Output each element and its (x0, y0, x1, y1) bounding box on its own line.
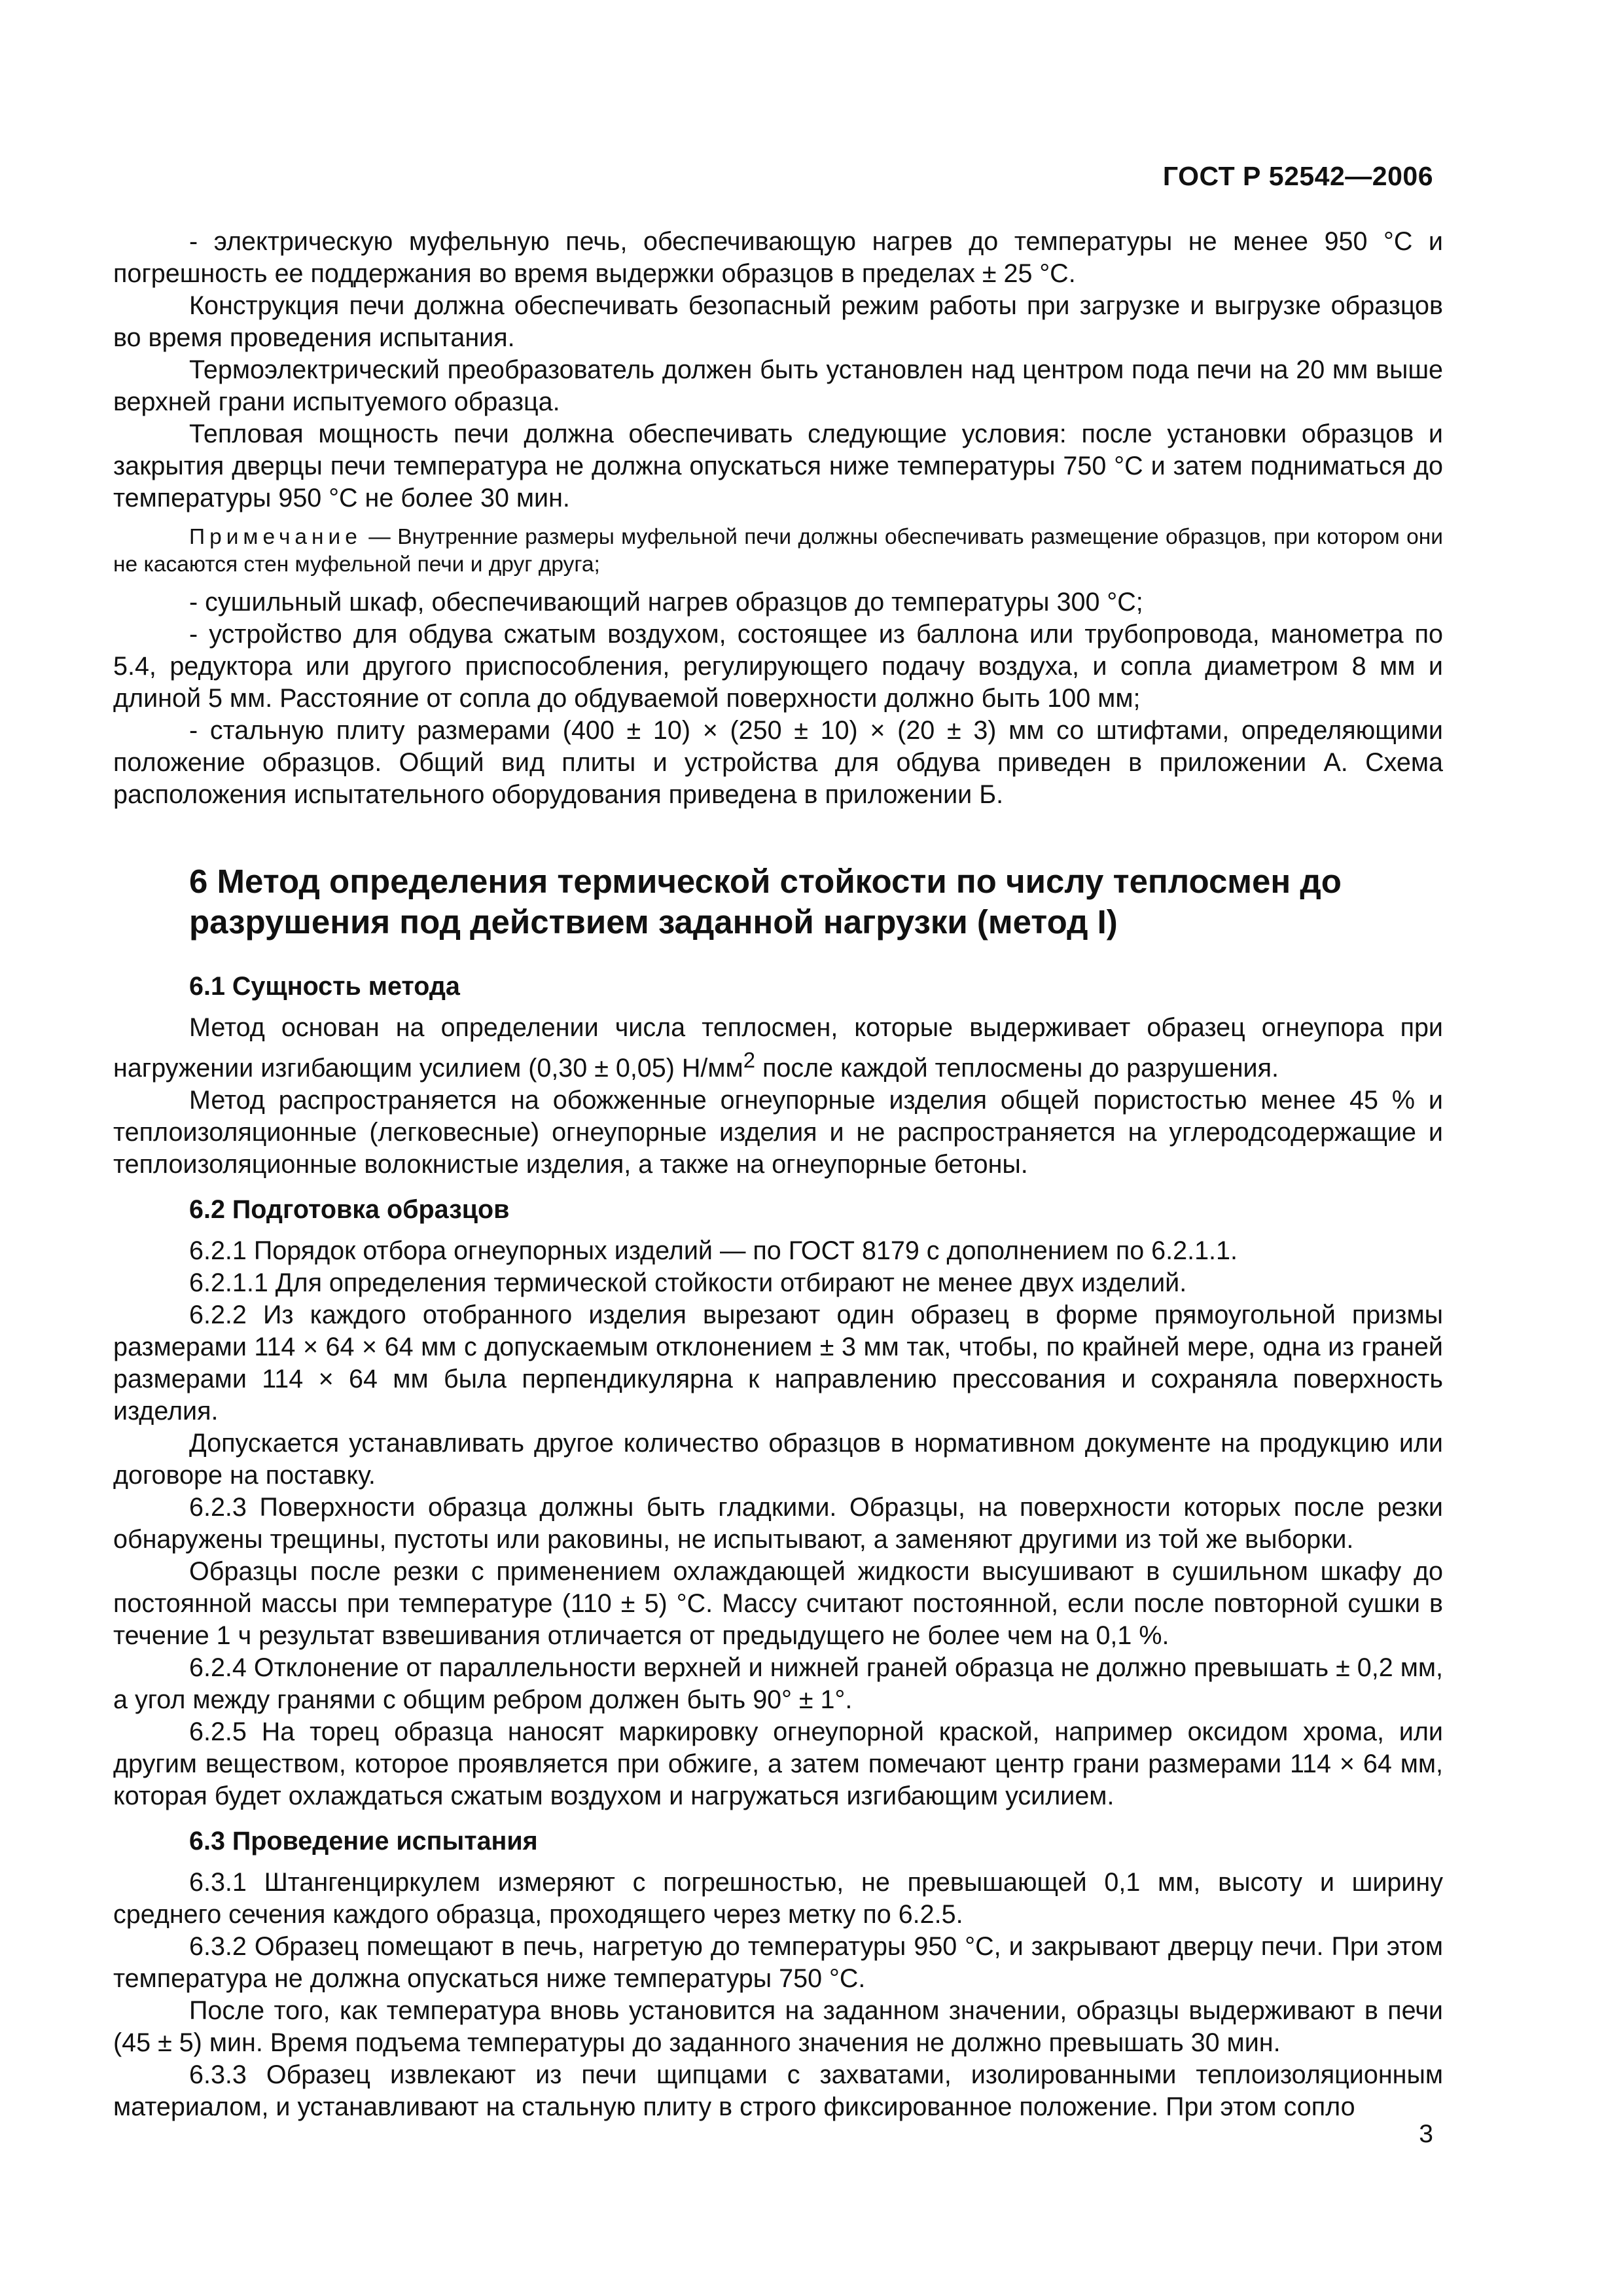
paragraph: 6.3.2 Образец помещают в печь, нагретую до температуры 950 °С, и закрывают дверцу печи. При этом температура не должна опускаться ниже температуры 750 °С. (113, 1932, 1443, 1994)
superscript: 2 (743, 1048, 755, 1072)
paragraph: Конструкция печи должна обеспечивать безопасный режим работы при загрузке и выгрузке образцов во время проведения испытания. (113, 291, 1443, 352)
paragraph: 6.2.4 Отклонение от параллельности верхней и нижней граней образца не должно превышать ± 0,2 мм, а угол между гранями с общим ребром должен быть 90° ± 1°. (113, 1653, 1443, 1715)
paragraph: 6.2.1.1 Для определения термической стойкости отбирают не менее двух изделий. (189, 1268, 1187, 1298)
paragraph: Тепловая мощность печи должна обеспечивать следующие условия: после установки образцов и закрытия дверцы печи температура не должна опускаться ниже температуры 750 °С и затем подниматься до температуры 950 °С не более 30 мин. (113, 420, 1443, 512)
note (113, 524, 1443, 579)
paragraph: 6.2.3 Поверхности образца должны быть гладкими. Образцы, на поверхности которых после резки обнаружены трещины, пустоты или раковины, не испытывают, а заменяют другими из той же выборки. (113, 1493, 1443, 1554)
document-header: ГОСТ Р 52542—2006 (1162, 161, 1433, 191)
paragraph: 6.2.2 Из каждого отобранного изделия вырезают один образец в форме прямоугольной призмы размерами 114 × 64 × 64 мм с допускаемым отклонением ± 3 мм так, чтобы, по крайней мере, одна из граней размерами 114 × 64 мм была перпендикулярна к направлению прессования и сохраняла поверхность изделия. (113, 1300, 1443, 1426)
paragraph: 6.3.3 Образец извлекают из печи щипцами с захватами, изолированными теплоизоляционным материалом, и устанавливают на стальную плиту в строго фиксированное положение. При этом сопло (113, 2060, 1443, 2122)
page-number: 3 (1419, 2120, 1433, 2148)
paragraph: - электрическую муфельную печь, обеспечивающую нагрев до температуры не менее 950 °С и погрешность ее поддержания во время выдержки образцов в пределах ± 25 °С. (113, 227, 1443, 288)
note-text: — Внутренние размеры муфельной печи должны обеспечивать размещение образцов, при котором они не касаются стен муфельной печи и друг друга; (113, 525, 1443, 577)
paragraph: Метод распространяется на обожженные огнеупорные изделия общей пористостью менее 45 % и теплоизоляционные (легковесные) огнеупорные изделия и не распространяется на углеродсодержащие и теплоизоляционные волокнистые изделия, а также на огнеупорные бетоны. (113, 1086, 1443, 1179)
subsection-heading: 6.3 Проведение испытания (189, 1827, 538, 1856)
paragraph: Образцы после резки с применением охлаждающей жидкости высушивают в сушильном шкафу до постоянной массы при температуре (110 ± 5) °С. Массу считают постоянной, если после повторной сушки в течение 1 ч результат взвешивания отличается от предыдущего не более чем на 0,1 %. (113, 1557, 1443, 1651)
paragraph: Термоэлектрический преобразователь должен быть установлен над центром пода печи на 20 мм выше верхней грани испытуемого образца. (113, 355, 1443, 416)
paragraph: 6.2.1 Порядок отбора огнеупорных изделий — по ГОСТ 8179 с дополнением по 6.2.1.1. (189, 1236, 1238, 1266)
note-label: Примечание (189, 525, 362, 549)
section-heading: 6 Метод определения термической стойкости по числу теплосмен до разрушения под действием заданной нагрузки (метод I) (189, 863, 1342, 941)
subsection-heading: 6.2 Подготовка образцов (189, 1195, 510, 1225)
page-body (113, 226, 1443, 2123)
paragraph: Допускается устанавливать другое количество образцов в нормативном документе на продукцию или договоре на поставку. (113, 1429, 1443, 1490)
text-run: после каждой теплосмены до разрушения. (755, 1054, 1279, 1083)
paragraph: - стальную плиту размерами (400 ± 10) × (250 ± 10) × (20 ± 3) мм со штифтами, определяющими положение образцов. Общий вид плиты и устройства для обдува приведен в приложении А. Схема расположения испытательного оборудования приведена в приложении Б. (113, 716, 1443, 809)
paragraph (113, 1012, 1443, 1085)
paragraph: После того, как температура вновь установится на заданном значении, образцы выдерживают в печи (45 ± 5) мин. Время подъема температуры до заданного значения не должно превышать 30 мин. (113, 1996, 1443, 2058)
subsection-heading: 6.1 Сущность метода (189, 972, 460, 1001)
paragraph: 6.2.5 На торец образца наносят маркировку огнеупорной краской, например оксидом хрома, или другим веществом, которое проявляется при обжиге, а затем помечают центр грани размерами 114 × 64 мм, которая будет охлаждаться сжатым воздухом и нагружаться изгибающим усилием. (113, 1717, 1443, 1811)
text-run: Метод основан на определении числа теплосмен, которые выдерживает образец огнеупора при нагружении изгибающим усилием (0,30 ± 0,05) Н/мм (113, 1013, 1443, 1083)
paragraph: 6.3.1 Штангенциркулем измеряют с погрешностью, не превышающей 0,1 мм, высоту и ширину среднего сечения каждого образца, проходящего через метку по 6.2.5. (113, 1868, 1443, 1929)
paragraph: - сушильный шкаф, обеспечивающий нагрев образцов до температуры 300 °С; (189, 588, 1143, 617)
paragraph: - устройство для обдува сжатым воздухом, состоящее из баллона или трубопровода, манометра по 5.4, редуктора или другого приспособления, регулирующего подачу воздуха, и сопла диаметром 8 мм и длиной 5 мм. Расстояние от сопла до обдуваемой поверхности должно быть 100 мм; (113, 620, 1443, 713)
